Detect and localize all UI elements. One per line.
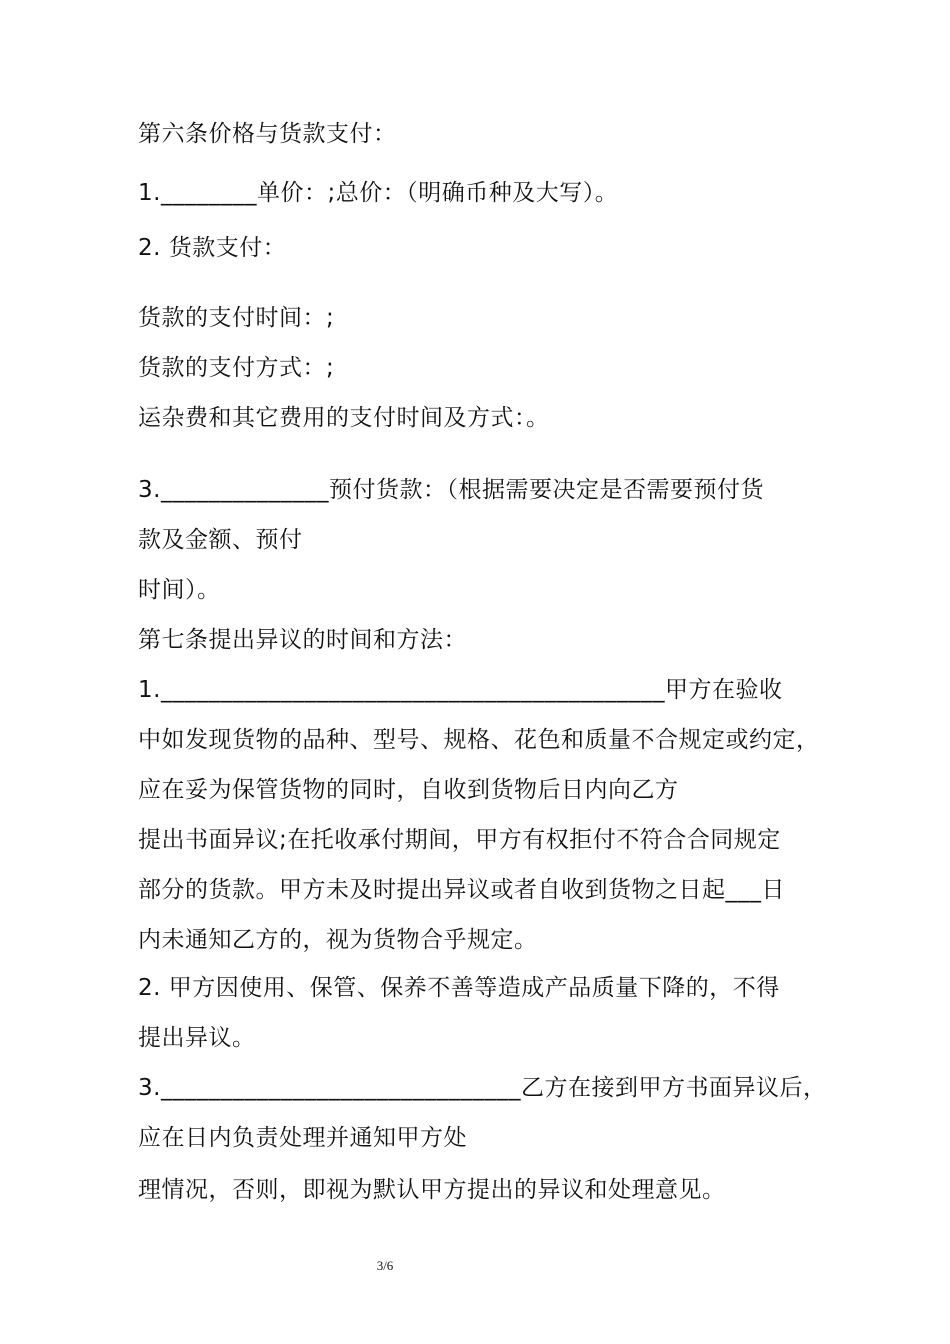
clause-6-3-continuation-1: 款及金额、预付 <box>138 527 303 553</box>
clause-7-1-line-6: 内未通知乙方的，视为货物合乎规定。 <box>138 927 538 953</box>
clause-7-3-line-2: 应在日内负责处理并通知甲方处 <box>138 1125 467 1151</box>
clause-6-1-price: 1.________单价：;总价：（明确币种及大写）。 <box>138 180 619 206</box>
clause-7-3-line-1: 3.______________________________乙方在接到甲方书面异议后， <box>138 1075 827 1101</box>
clause-6-3-continuation-2: 时间）。 <box>138 577 221 603</box>
clause-7-2-line-1: 2. 甲方因使用、保管、保养不善等造成产品质量下降的，不得 <box>138 975 780 1001</box>
clause-7-1-line-5: 部分的货款。甲方未及时提出异议或者自收到货物之日起___日 <box>138 877 785 903</box>
clause-7-2-line-2: 提出异议。 <box>138 1025 256 1051</box>
clause-7-1-line-3: 应在妥为保管货物的同时，自收到货物后日内向乙方 <box>138 777 679 803</box>
payment-time-line: 货款的支付时间：; <box>138 305 335 331</box>
payment-method-line: 货款的支付方式：; <box>138 355 335 381</box>
page-number: 3/6 <box>376 1258 394 1273</box>
clause-7-3-line-3: 理情况，否则，即视为默认甲方提出的异议和处理意见。 <box>138 1177 726 1203</box>
clause-6-2-payment: 2. 货款支付： <box>138 235 287 261</box>
article-6-heading: 第六条价格与货款支付： <box>138 121 397 147</box>
freight-fee-line: 运杂费和其它费用的支付时间及方式：。 <box>138 405 550 431</box>
clause-6-3-prepayment: 3.______________预付货款：（根据需要决定是否需要预付货 <box>138 477 764 503</box>
clause-7-1-line-2: 中如发现货物的品种、型号、规格、花色和质量不合规定或约定， <box>138 727 820 753</box>
clause-7-1-line-1: 1.__________________________________________甲方在验收 <box>138 677 783 703</box>
article-7-heading: 第七条提出异议的时间和方法： <box>138 627 467 653</box>
clause-7-1-line-4: 提出书面异议;在托收承付期间，甲方有权拒付不符合合同规定 <box>138 827 781 853</box>
